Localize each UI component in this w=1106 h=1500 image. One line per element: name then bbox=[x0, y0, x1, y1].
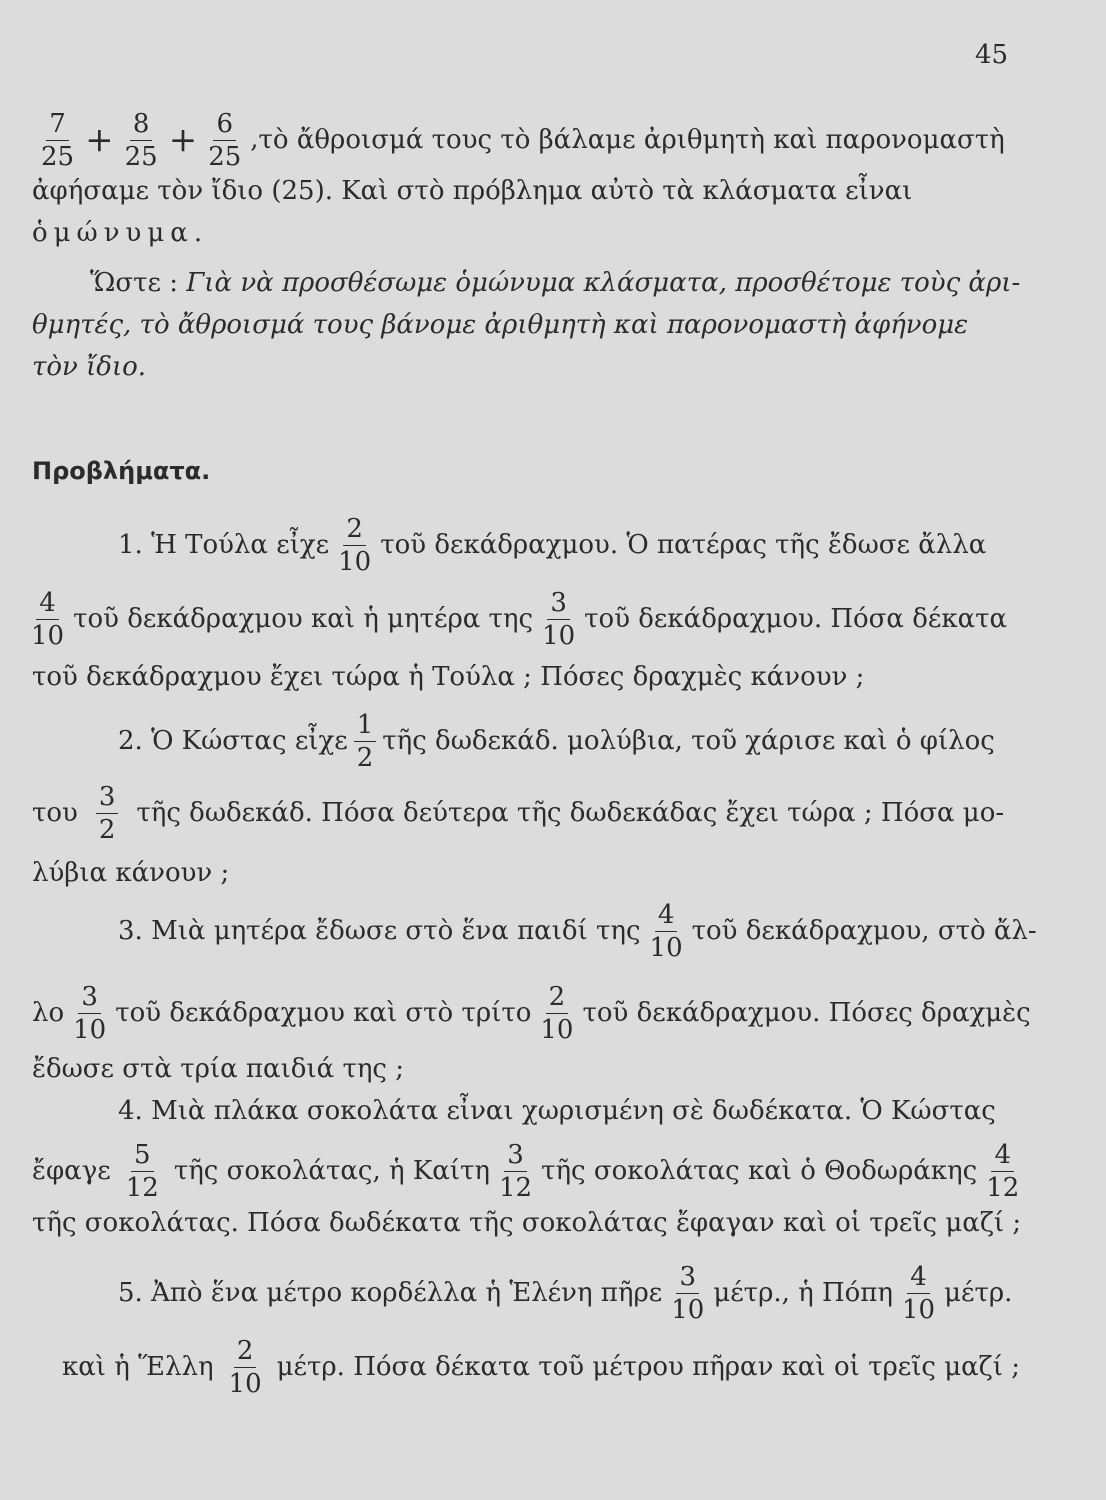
plus-sign: + bbox=[85, 120, 114, 160]
plus-sign: + bbox=[168, 120, 198, 160]
rule-text-1: Γιὰ νὰ προσθέσωμε ὁμώνυμα κλάσματα, προσθέτομε τοὺς ἀρι- bbox=[186, 268, 1021, 298]
fraction: $\frac{2}{10}$ bbox=[228, 1335, 262, 1399]
problem-4-line-3: τῆς σοκολάτας. Πόσα δωδέκατα τῆς σοκολάτας ἔφαγαν καὶ οἱ τρεῖς μαζί ; bbox=[32, 1208, 1022, 1238]
problem-text: τοῦ δεκάδραχμου καὶ στὸ τρίτο bbox=[115, 998, 532, 1028]
problem-text: τῆς σοκολάτας καὶ ὁ Θοδωράκης bbox=[541, 1156, 978, 1186]
problem-text: 2. Ὁ Κώστας εἶχε bbox=[118, 726, 348, 756]
problem-text: μέτρ., ἡ Πόπη bbox=[713, 1278, 893, 1308]
fraction: $\frac{8}{25}$ bbox=[124, 108, 158, 172]
problem-text: ἔφαγε bbox=[32, 1156, 111, 1186]
problem-text: τοῦ δεκάδραχμου. Πόσες δραχμὲς bbox=[582, 998, 1031, 1028]
problem-text: τοῦ δεκάδραχμου. Πόσα δέκατα bbox=[584, 604, 1008, 634]
problem-5-line-1 bbox=[118, 1262, 1016, 1324]
problem-5-line-2 bbox=[62, 1335, 1020, 1399]
problem-text: μέτρ. Πόσα δέκατα τοῦ μέτρου πῆραν καὶ οἱ τρεῖς μαζί ; bbox=[276, 1352, 1020, 1382]
fraction: $\frac{3}{10}$ bbox=[542, 587, 576, 651]
problem-text: του bbox=[32, 798, 78, 828]
intro-line-2: ἀφήσαμε τὸν ἴδιο (25). Καὶ στὸ πρόβλημα αὐτὸ τὰ κλάσματα εἶναι bbox=[32, 176, 913, 206]
problem-2-line-1 bbox=[118, 710, 996, 772]
page-number: 45 bbox=[975, 40, 1009, 70]
problem-2-line-2 bbox=[32, 781, 1005, 845]
rule-lead: Ὥστε : bbox=[90, 268, 178, 298]
rule-line-3: τὸν ἴδιο. bbox=[32, 352, 147, 382]
problem-text: λο bbox=[32, 998, 65, 1028]
fraction: $\frac{2}{10}$ bbox=[540, 981, 574, 1045]
problem-text: μέτρ. bbox=[944, 1278, 1013, 1308]
problem-text: τῆς δωδεκάδ. Πόσα δεύτερα τῆς δωδεκάδας ἔχει τώρα ; Πόσα μο- bbox=[136, 798, 1005, 828]
fraction: $\frac{4}{10}$ bbox=[31, 587, 65, 651]
problem-text: τοῦ δεκάδραχμου. Ὁ πατέρας τῆς ἔδωσε ἄλλα bbox=[380, 530, 987, 560]
fraction: $\frac{3}{10}$ bbox=[671, 1261, 705, 1325]
fraction-sum bbox=[32, 108, 259, 172]
fraction: $\frac{3}{10}$ bbox=[73, 981, 107, 1045]
fraction: $\frac{7}{25}$ bbox=[41, 108, 75, 172]
problem-4-line-1: 4. Μιὰ πλάκα σοκολάτα εἶναι χωρισμένη σὲ δωδέκατα. Ὁ Κώστας bbox=[118, 1096, 996, 1126]
problem-4-line-2 bbox=[32, 1139, 1020, 1203]
problem-3-line-1 bbox=[118, 899, 1037, 963]
section-heading: Προβλήματα. bbox=[32, 457, 211, 485]
problem-text: 3. Μιὰ μητέρα ἔδωσε στὸ ἕνα παιδί της bbox=[118, 916, 641, 946]
fraction: $\frac{3}{12}$ bbox=[498, 1139, 533, 1203]
problem-1-line-3: τοῦ δεκάδραχμου ἔχει τώρα ἡ Τούλα ; Πόσες δραχμὲς κάνουν ; bbox=[32, 662, 865, 692]
intro-line-3: ὁμώνυμα. bbox=[32, 218, 209, 248]
problem-text: 1. Ἡ Τούλα εἶχε bbox=[118, 530, 330, 560]
fraction: $\frac{4}{10}$ bbox=[901, 1261, 936, 1325]
fraction: $\frac{1}{2}$ bbox=[354, 712, 377, 771]
problem-text: τοῦ δεκάδραχμου καὶ ἡ μητέρα της bbox=[73, 604, 534, 634]
fraction: $\frac{5}{12}$ bbox=[125, 1139, 159, 1203]
problem-1-line-2 bbox=[28, 587, 1008, 651]
problem-2-line-3: λύβια κάνουν ; bbox=[32, 858, 230, 888]
fraction: $\frac{4}{12}$ bbox=[986, 1139, 1020, 1203]
intro-line-1 bbox=[32, 108, 1005, 172]
rule-line-1 bbox=[90, 268, 1021, 298]
comma: , bbox=[250, 124, 259, 154]
fraction: $\frac{2}{10}$ bbox=[338, 513, 372, 577]
problem-text: τῆς δωδεκάδ. μολύβια, τοῦ χάρισε καὶ ὁ φίλος bbox=[382, 726, 995, 756]
rule-line-2: θμητές, τὸ ἄθροισμά τους βάνομε ἀριθμητὴ καὶ παρονομαστὴ ἀφήνομε bbox=[32, 310, 969, 340]
problem-1-line-1 bbox=[118, 514, 996, 576]
problem-3-line-3: ἔδωσε στὰ τρία παιδιά της ; bbox=[32, 1054, 404, 1084]
fraction: $\frac{3}{2}$ bbox=[96, 784, 119, 843]
problem-text: τῆς σοκολάτας, ἡ Καίτη bbox=[173, 1156, 490, 1186]
problem-3-line-2 bbox=[32, 981, 1031, 1045]
fraction: $\frac{6}{25}$ bbox=[208, 108, 242, 172]
problem-text: 5. Ἀπὸ ἕνα μέτρο κορδέλλα ἡ Ἑλένη πῆρε bbox=[118, 1278, 663, 1308]
fraction: $\frac{4}{10}$ bbox=[649, 899, 683, 963]
problem-text: καὶ ἡ Ἕλλη bbox=[62, 1352, 214, 1382]
intro-text-1: τὸ ἄθροισμά τους τὸ βάλαμε ἀριθμητὴ καὶ παρονομαστὴ bbox=[258, 125, 1005, 155]
problem-text: τοῦ δεκάδραχμου, στὸ ἄλ- bbox=[691, 916, 1037, 946]
